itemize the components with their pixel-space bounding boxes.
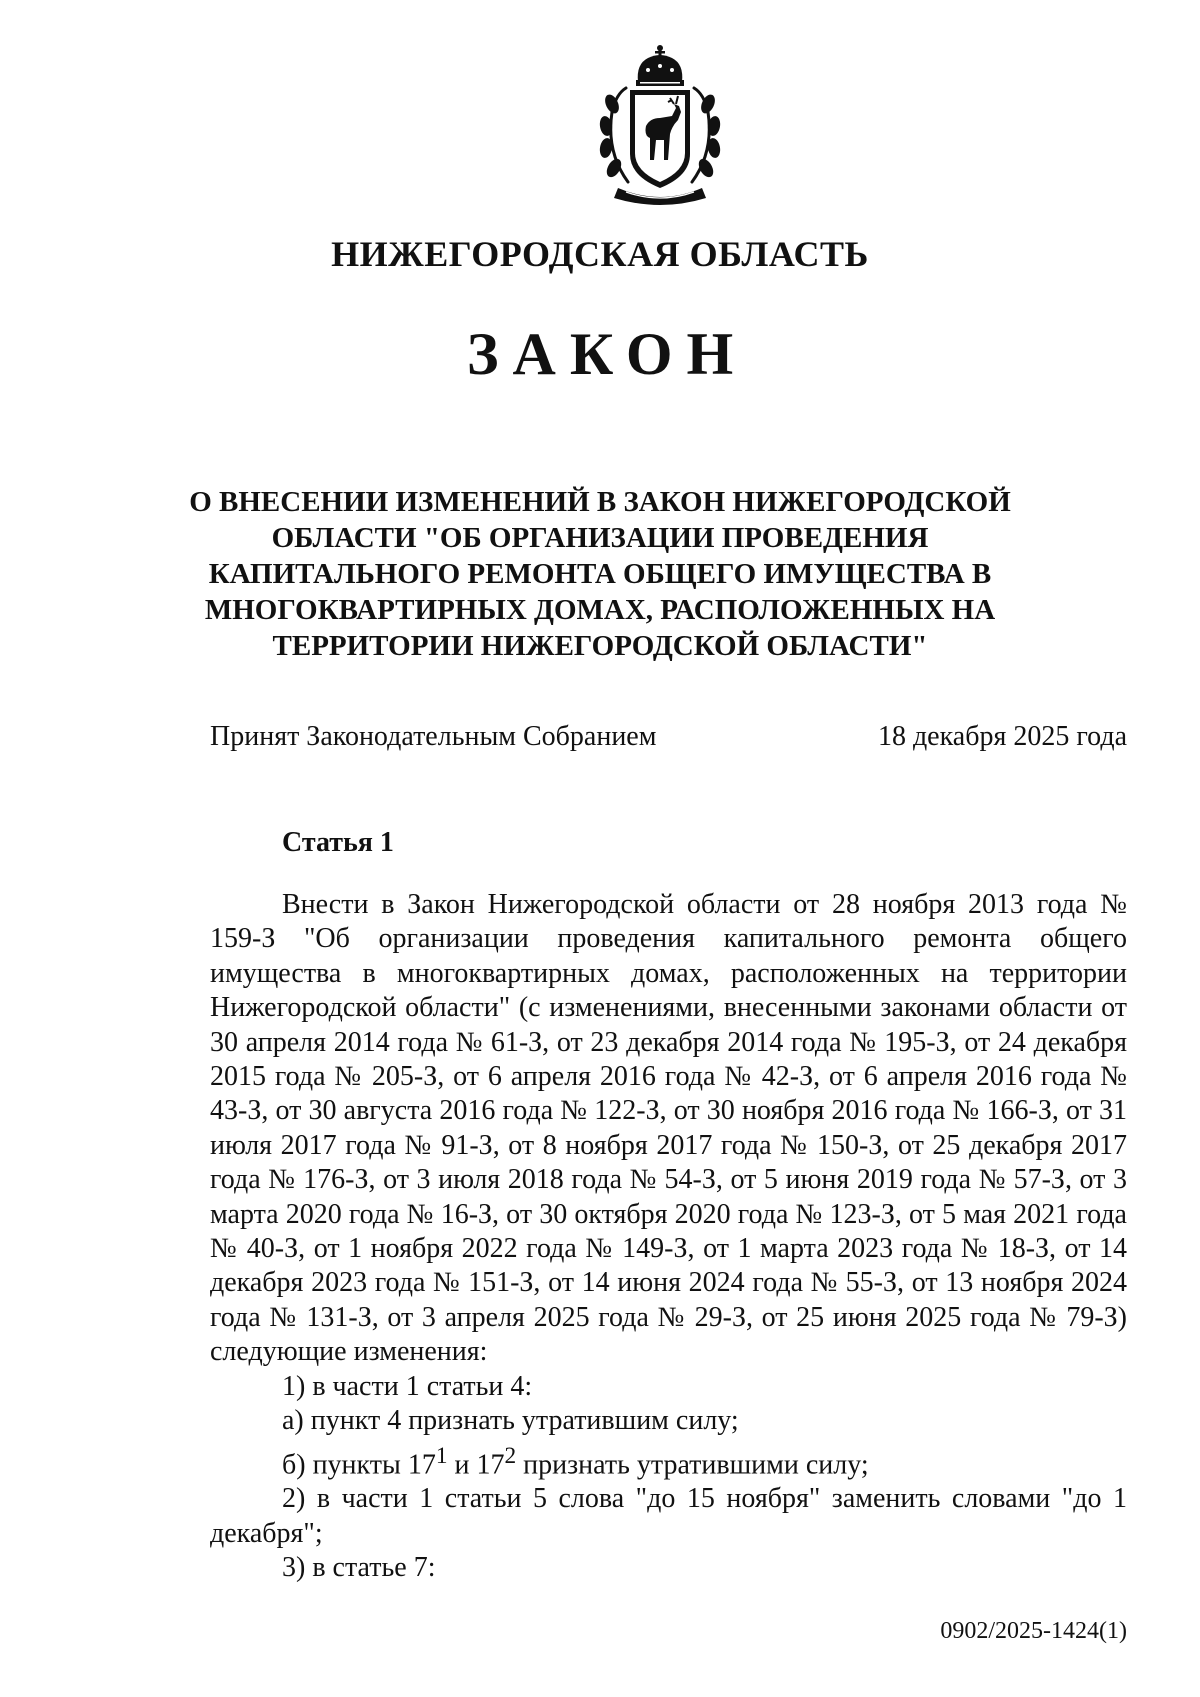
coat-of-arms-icon <box>590 42 730 210</box>
law-title: О ВНЕСЕНИИ ИЗМЕНЕНИЙ В ЗАКОН НИЖЕГОРОДСКОЙ ОБЛАСТИ "ОБ ОРГАНИЗАЦИИ ПРОВЕДЕНИЯ КАПИТАЛЬНОГО РЕМОНТА ОБЩЕГО ИМУЩЕСТВА В МНОГОКВАРТИРНЫХ ДОМАХ, РАСПОЛОЖЕННЫХ НА ТЕРРИТОРИИ НИЖЕГОРОДСКОЙ ОБЛАСТИ" <box>189 486 1011 662</box>
list-item-text: признать утратившими силу; <box>516 1448 869 1480</box>
article-intro-paragraph: Внести в Закон Нижегородской области от 28 ноября 2013 года № 159-З "Об организации проведения капитального ремонта общего имущества в многоквартирных домах, расположенных на территории Нижегородской области" (с изменениями, внесенными законами области от 30 апреля 2014 года № 61-З, от 23 декабря 2014 года № 195-З, от 24 декабря 2015 года № 205-З, от 6 апреля 2016 года № 42-З, от 6 апреля 2016 года № 43-З, от 30 августа 2016 года № 122-З, от 30 ноября 2016 года № 166-З, от 31 июля 2017 года № 91-З, от 8 ноября 2017 года № 150-З, от 25 декабря 2017 года № 176-З, от 3 июля 2018 года № 54-З, от 5 июня 2019 года № 57-З, от 3 марта 2020 года № 16-З, от 30 октября 2020 года № 123-З, от 5 мая 2021 года № 40-З, от 1 ноября 2022 года № 149-З, от 1 марта 2023 года № 18-З, от 14 декабря 2023 года № 151-З, от 14 июня 2024 года № 55-З, от 13 ноября 2024 года № 131-З, от 3 апреля 2025 года № 29-З, от 25 июня 2025 года № 79-З) следующие изменения: <box>210 889 1127 1368</box>
list-item: а) пункт 4 признать утратившим силу; <box>282 1405 739 1437</box>
article-body <box>210 888 1127 1585</box>
region-name: НИЖЕГОРОДСКАЯ ОБЛАСТЬ <box>331 234 869 274</box>
list-item-text: б) пункты 17 <box>282 1448 436 1480</box>
list-item: 1) в части 1 статьи 4: <box>282 1370 533 1402</box>
adopted-label: Принят Законодательным Собранием <box>210 721 657 752</box>
adopted-date: 18 декабря 2025 года <box>877 721 1127 752</box>
list-item: 2) в части 1 статьи 5 слова "до 15 ноября" заменить словами "до 1 декабря"; <box>210 1483 1127 1549</box>
superscript: 1 <box>435 1442 448 1469</box>
document-number: 0902/2025-1424(1) <box>940 1618 1127 1644</box>
list-item <box>210 1439 1127 1483</box>
adoption-row <box>210 720 1127 754</box>
list-item-text: и 17 <box>447 1448 505 1480</box>
list-item: 3) в статье 7: <box>282 1552 436 1584</box>
document-type: ЗАКОН <box>466 321 748 387</box>
article-heading: Статья 1 <box>282 827 394 858</box>
superscript: 2 <box>504 1442 517 1469</box>
